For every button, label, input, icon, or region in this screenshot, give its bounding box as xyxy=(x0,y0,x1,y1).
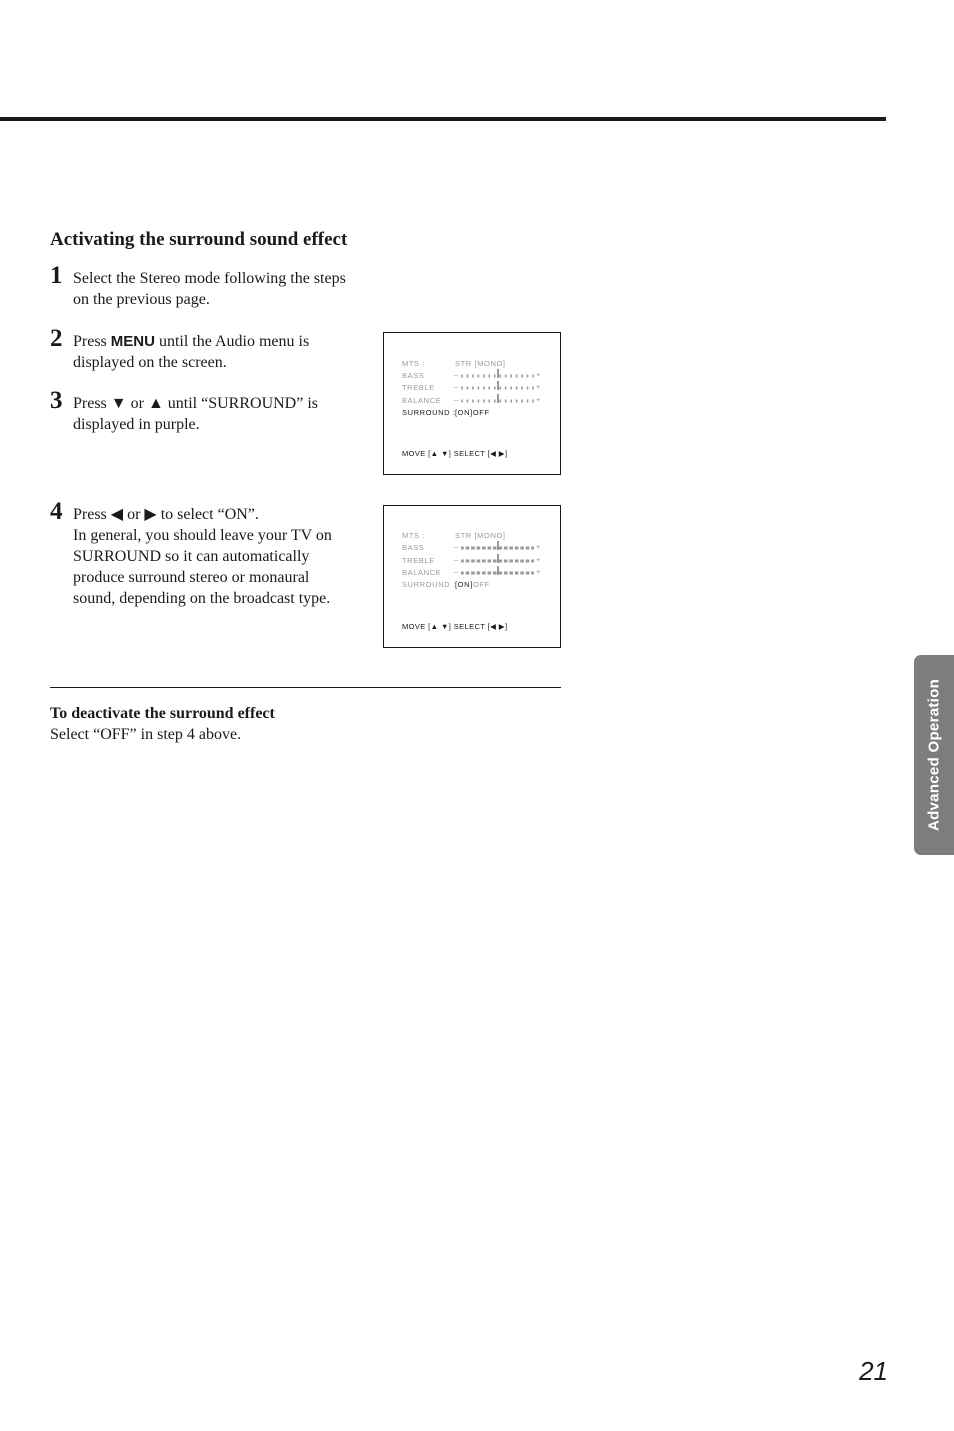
bar-tick xyxy=(531,572,534,575)
osd-label: TREBLE xyxy=(402,383,435,392)
bar-tick xyxy=(498,572,502,575)
bar-tick xyxy=(483,375,485,378)
minus-sign: – xyxy=(454,542,459,551)
bar-tick xyxy=(489,400,491,403)
osd-value xyxy=(455,580,490,589)
plus-sign: + xyxy=(536,542,541,551)
minus-sign: – xyxy=(454,395,459,404)
step-line: displayed on the screen. xyxy=(73,354,227,371)
osd-label: BASS xyxy=(402,371,425,380)
step-number: 4 xyxy=(50,498,63,525)
osd-label: MTS : xyxy=(402,359,425,368)
bar-tick xyxy=(504,560,508,563)
level-bar xyxy=(454,556,544,566)
bar-tick xyxy=(461,547,464,550)
bar-tick xyxy=(520,547,524,550)
bar-tick xyxy=(505,400,507,403)
bar-tick xyxy=(531,547,534,550)
bar-center-marker xyxy=(497,381,499,390)
bar-tick xyxy=(472,400,474,403)
top-rule xyxy=(0,117,886,121)
side-tab xyxy=(914,655,954,855)
bar-tick xyxy=(488,547,492,550)
on-option: [ON] xyxy=(455,408,473,417)
osd-label: BALANCE xyxy=(402,396,442,405)
osd-label: TREBLE xyxy=(402,556,435,565)
bar-tick xyxy=(461,400,463,403)
step-text-pre: Press xyxy=(73,333,111,350)
side-tab-label: Advanced Operation xyxy=(925,678,943,832)
osd-label: BASS xyxy=(402,543,425,552)
plus-sign: + xyxy=(536,555,541,564)
plus-sign: + xyxy=(536,395,541,404)
audio-menu-screen-1 xyxy=(383,332,561,475)
bar-tick xyxy=(478,375,480,378)
bar-tick xyxy=(467,387,469,390)
plus-sign: + xyxy=(536,370,541,379)
bar-tick xyxy=(466,547,470,550)
bar-tick xyxy=(471,547,475,550)
level-bar xyxy=(454,543,544,553)
step-text xyxy=(73,393,373,435)
minus-sign: – xyxy=(454,370,459,379)
bar-tick xyxy=(516,375,518,378)
bar-tick xyxy=(472,375,474,378)
step-number: 2 xyxy=(50,325,63,352)
bar-tick xyxy=(526,572,530,575)
step-number: 1 xyxy=(50,262,63,289)
bar-tick xyxy=(482,572,486,575)
bar-tick xyxy=(531,560,534,563)
bar-tick xyxy=(510,400,512,403)
bar-tick xyxy=(471,560,475,563)
bar-tick xyxy=(521,400,523,403)
bar-tick xyxy=(499,387,501,390)
bar-tick xyxy=(504,572,508,575)
bar-tick xyxy=(489,375,491,378)
osd-label: BALANCE xyxy=(402,568,442,577)
bar-center-marker xyxy=(497,566,499,575)
bar-tick xyxy=(488,560,492,563)
step-text xyxy=(73,331,373,373)
bar-tick xyxy=(494,400,496,403)
bar-tick xyxy=(467,375,469,378)
bar-tick xyxy=(488,572,492,575)
audio-menu-screen-2 xyxy=(383,505,561,648)
bar-tick xyxy=(466,572,470,575)
step-line: produce surround stereo or monaural xyxy=(73,569,310,586)
bar-tick xyxy=(467,400,469,403)
note-title: To deactivate the surround effect xyxy=(50,705,275,722)
bar-tick xyxy=(532,400,534,403)
bar-tick xyxy=(472,387,474,390)
bar-tick xyxy=(520,560,524,563)
plus-sign: + xyxy=(536,567,541,576)
bar-tick xyxy=(532,387,534,390)
bar-tick xyxy=(521,387,523,390)
minus-sign: – xyxy=(454,555,459,564)
off-option: OFF xyxy=(472,580,490,589)
step-line: Select the Stereo mode following the steps xyxy=(73,270,346,287)
osd-label: SURROUND : xyxy=(402,580,456,589)
level-bar xyxy=(454,383,544,393)
step-text-post: until the Audio menu is xyxy=(154,333,310,350)
bar-tick xyxy=(482,560,486,563)
bar-tick xyxy=(494,375,496,378)
bar-tick xyxy=(515,560,519,563)
bar-tick xyxy=(482,547,486,550)
step-text xyxy=(73,268,373,310)
menu-keyword: MENU xyxy=(110,333,155,350)
bar-tick xyxy=(515,572,519,575)
osd-value: STR [MONO] xyxy=(455,531,506,540)
bar-tick xyxy=(527,400,529,403)
step-line xyxy=(73,331,373,352)
bar-tick xyxy=(498,547,502,550)
bar-tick xyxy=(461,560,464,563)
bar-tick xyxy=(505,375,507,378)
bar-tick xyxy=(477,572,481,575)
level-bar xyxy=(454,568,544,578)
off-option: OFF xyxy=(472,408,490,417)
bar-tick xyxy=(489,387,491,390)
bar-tick xyxy=(516,400,518,403)
bar-tick xyxy=(461,375,463,378)
bar-tick xyxy=(509,547,513,550)
step-text xyxy=(73,504,373,609)
bar-tick xyxy=(498,560,502,563)
osd-footer: MOVE [▲ ▼] SELECT [◀ ▶] xyxy=(402,622,508,631)
bar-tick xyxy=(471,572,475,575)
bar-tick xyxy=(483,400,485,403)
bar-tick xyxy=(527,375,529,378)
bar-tick xyxy=(510,375,512,378)
bar-center-marker xyxy=(497,369,499,378)
bar-tick xyxy=(461,572,464,575)
page-number: 21 xyxy=(859,1356,888,1386)
step-line: Press ▼ or ▲ until “SURROUND” is xyxy=(73,395,319,412)
osd-value: STR [MONO] xyxy=(455,359,506,368)
on-option: [ON] xyxy=(455,580,473,589)
bar-tick xyxy=(478,387,480,390)
section-title: Activating the surround sound effect xyxy=(50,229,348,250)
step-line: Press ◀ or ▶ to select “ON”. xyxy=(73,506,259,523)
bar-tick xyxy=(461,387,463,390)
minus-sign: – xyxy=(454,567,459,576)
osd-label: SURROUND : xyxy=(402,408,456,417)
bar-center-marker xyxy=(497,394,499,403)
bar-tick xyxy=(526,547,530,550)
section-divider xyxy=(50,687,561,688)
level-bar xyxy=(454,371,544,381)
bar-tick xyxy=(520,572,524,575)
step-line: SURROUND so it can automatically xyxy=(73,548,310,565)
step-line: sound, depending on the broadcast type. xyxy=(73,590,331,607)
level-bar xyxy=(454,396,544,406)
bar-tick xyxy=(527,387,529,390)
step-line: displayed in purple. xyxy=(73,416,200,433)
plus-sign: + xyxy=(536,382,541,391)
note-body: Select “OFF” in step 4 above. xyxy=(50,726,242,743)
osd-footer: MOVE [▲ ▼] SELECT [◀ ▶] xyxy=(402,449,508,458)
bar-tick xyxy=(478,400,480,403)
step-line: In general, you should leave your TV on xyxy=(73,527,332,544)
osd-label: MTS : xyxy=(402,531,425,540)
bar-tick xyxy=(466,560,470,563)
bar-tick xyxy=(499,400,501,403)
bar-center-marker xyxy=(497,541,499,550)
bar-tick xyxy=(477,547,481,550)
step-line: on the previous page. xyxy=(73,291,210,308)
bar-tick xyxy=(516,387,518,390)
bar-tick xyxy=(477,560,481,563)
bar-tick xyxy=(526,560,530,563)
bar-tick xyxy=(515,547,519,550)
bar-tick xyxy=(505,387,507,390)
bar-tick xyxy=(504,547,508,550)
bar-tick xyxy=(499,375,501,378)
bar-tick xyxy=(509,560,513,563)
bar-center-marker xyxy=(497,554,499,563)
step-number: 3 xyxy=(50,387,63,414)
bar-tick xyxy=(494,387,496,390)
bar-tick xyxy=(483,387,485,390)
bar-tick xyxy=(521,375,523,378)
osd-value xyxy=(455,408,490,417)
minus-sign: – xyxy=(454,382,459,391)
bar-tick xyxy=(509,572,513,575)
bar-tick xyxy=(532,375,534,378)
bar-tick xyxy=(510,387,512,390)
